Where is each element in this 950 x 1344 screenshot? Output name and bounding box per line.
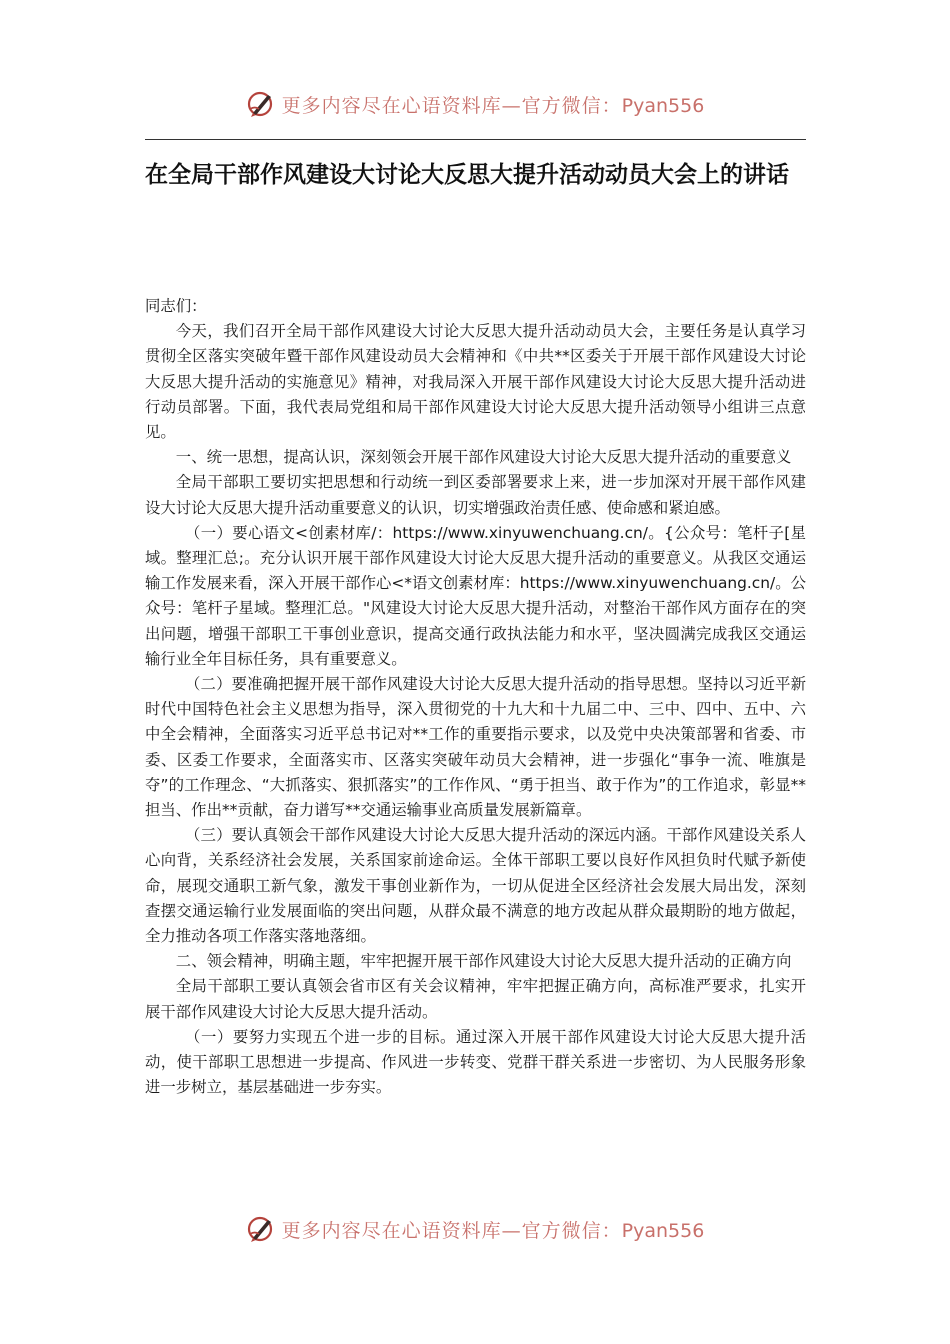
section-heading-1: 一、统一思想，提高认识，深刻领会开展干部作风建设大讨论大反思大提升活动的重要意义	[175, 448, 792, 467]
paragraph: 全局干部职工要认真领会省市区有关会议精神，牢牢把握正确方向，高标准严要求，扎实开展干部作风建设大讨论大反思大提升活动。	[145, 977, 806, 1021]
footer-banner	[0, 1209, 950, 1249]
pen-in-circle-logo	[246, 1214, 276, 1244]
banner-text: 更多内容尽在心语资料库—官方微信：Pyan556	[281, 1219, 705, 1242]
pen-in-circle-logo	[246, 89, 276, 119]
paragraph: （三）要认真领会干部作风建设大讨论大反思大提升活动的深远内涵。干部作风建设关系人心向背，关系经济社会发展，关系国家前途命运。全体干部职工要以良好作风担负时代赋予新使命，展现交通职工新气象，激发干事创业新作为，一切从促进全区经济社会发展大局出发，深刻查摆交通运输行业发展面临的突出问题，从群众最不满意的地方改起从群众最期盼的地方做起，全力推动各项工作落实落地落细。	[145, 826, 806, 946]
section-heading-2: 二、领会精神，明确主题，牢牢把握开展干部作风建设大讨论大反思大提升活动的正确方向	[175, 952, 792, 971]
banner-text: 更多内容尽在心语资料库—官方微信：Pyan556	[281, 94, 705, 117]
document-title: 在全局干部作风建设大讨论大反思大提升活动动员大会上的讲话	[145, 162, 789, 188]
header-divider	[145, 139, 806, 140]
salutation: 同志们：	[145, 297, 207, 315]
document-body	[145, 294, 806, 1101]
banner-wechat: Pyan556	[621, 1219, 705, 1242]
banner-wechat: Pyan556	[621, 94, 705, 117]
paragraph: （二）要准确把握开展干部作风建设大讨论大反思大提升活动的指导思想。坚持以习近平新时代中国特色社会主义思想为指导，深入贯彻党的十九大和十九届二中、三中、四中、五中、六中全会精神，全面落实习近平总书记对**工作的重要指示要求，以及党中央决策部署和省委、市委、区委工作要求，全面落实市、区落实突破年动员大会精神，进一步强化“事争一流、唯旗是夺”的工作理念、“大抓落实、狠抓落实”的工作作风、“勇于担当、敢于作为”的工作追求，彰显**担当、作出**贡献，奋力谱写**交通运输事业高质量发展新篇章。	[145, 675, 806, 820]
paragraph: 全局干部职工要切实把思想和行动统一到区委部署要求上来，进一步加深对开展干部作风建设大讨论大反思大提升活动重要意义的认识，切实增强政治责任感、使命感和紧迫感。	[145, 473, 806, 517]
paragraph: （一）要心语文<创素材库/：https://www.xinyuwenchuang.cn/。{公众号：笔杆子[星域。整理汇总;。充分认识开展干部作风建设大讨论大反思大提升活动的重要意义。从我区交通运输工作发展来看，深入开展干部作心<*语文创素材库：https://www.xinyuwenchuang.cn/。公众号：笔杆子星域。整理汇总。"风建设大讨论大反思大提升活动，对整治干部作风方面存在的突出问题，增强干部职工干事创业意识，提高交通行政执法能力和水平，坚决圆满完成我区交通运输行业全年目标任务，具有重要意义。	[145, 523, 806, 668]
paragraph: （一）要努力实现五个进一步的目标。通过深入开展干部作风建设大讨论大反思大提升活动，使干部职工思想进一步提高、作风进一步转变、党群干群关系进一步密切、为人民服务形象进一步树立，基层基础进一步夯实。	[145, 1027, 806, 1097]
header-banner	[0, 84, 950, 124]
paragraph-intro: 今天，我们召开全局干部作风建设大讨论大反思大提升活动动员大会，主要任务是认真学习贯彻全区落实突破年暨干部作风建设动员大会精神和《中共**区委关于开展干部作风建设大讨论大反思大提升活动的实施意见》精神，对我局深入开展干部作风建设大讨论大反思大提升活动进行动员部署。下面，我代表局党组和局干部作风建设大讨论大反思大提升活动领导小组讲三点意见。	[145, 322, 806, 442]
